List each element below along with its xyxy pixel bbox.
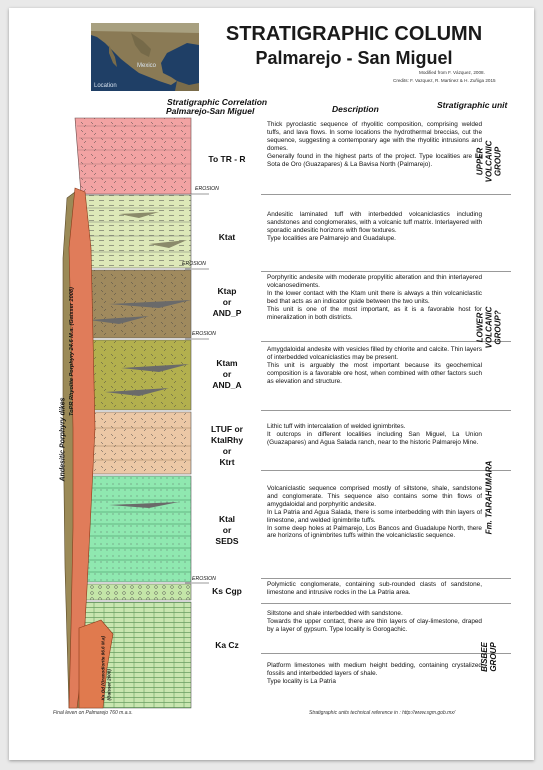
divider <box>261 410 511 411</box>
unit-label-KsCgp: Ks Cgp <box>212 586 242 596</box>
header-correlation-line2: Palmarejo-San Miguel <box>166 106 255 116</box>
header-stratigraphic-unit: Stratigraphic unit <box>437 100 508 110</box>
divider <box>261 470 511 471</box>
unit-label-KaCz: Ka Cz <box>215 640 239 650</box>
footer-left: Final leven on Palmarejo 760 m.a.s. <box>53 710 133 716</box>
unit-label-Ktam: Ktam or AND_A <box>212 358 242 390</box>
group-lower-volcanic: LOWER VOLCANIC GROUP? <box>475 306 503 349</box>
divider <box>261 271 511 272</box>
label-andesitic-dikes: Andesitic Porphyry dikes <box>59 397 67 482</box>
description-Ktam: Amygdaloidal andesite with vesicles filled by chlorite and calcite. Thin layers of interbedded volcaniclastics may be present. This unit is arguably the most important because its geochemical composition is a favorable ore host, when combined with other factors such as elevation and structure. <box>267 346 482 385</box>
divider <box>261 194 511 195</box>
group-tarahumara: Fm. TARAHUMARA <box>484 460 494 535</box>
erosion-label-1: EROSION <box>195 186 219 192</box>
map-label-location: Location <box>94 83 117 89</box>
unit-label-Ktat: Ktat <box>218 232 236 242</box>
header-correlation-line1: Stratigraphic Correlation <box>167 97 268 107</box>
erosion-label-4: EROSION <box>192 576 216 582</box>
label-granodiorite-1: Ks Gd (Granodiorite 96.6 M.a) <box>100 635 106 701</box>
map-label-mexico: Mexico <box>137 63 157 69</box>
divider <box>261 578 511 579</box>
footer-right: Stratigraphic units technical reference in : http://www.sgm.gob.mx/ <box>309 710 456 716</box>
description-KaCz-upper: Siltstone and shale interbedded with sandstone. Towards the upper contact, there are thin layers of clay-limestone, draped by a layer of gypsum. Type locality is Gorogachic. <box>267 610 482 633</box>
divider <box>261 653 511 654</box>
description-ToTR-R: Thick pyroclastic sequence of rhyolitic composition, comprising welded tuffs, and lava flows. In some locations the hydrothermal breccias, cut the sequence, suggesting a contemporary age with the rhyolitic intrusions and domes. Generally found in the highest parts of the project. Type localities are La Sota de Oro (Guazapares) & La Bavisa North (Palmarejo). <box>267 121 482 168</box>
page-subtitle: Palmarejo - San Miguel <box>255 48 453 68</box>
credit-authors: Credits: F. Vazquez, R. Martinez & H. Zuñiga 2015 <box>393 78 496 83</box>
description-LTUF: Lithic tuff with intercalation of welded ignimbrites. It outcrops in different localities including San Miguel, La Union (Guazapares) and Agua Salada ranch, near to the historic Palmarejo Mine. <box>267 423 482 446</box>
erosion-label-2: EROSION <box>182 261 206 267</box>
divider <box>261 603 511 604</box>
description-Ktap: Porphyritic andesite with moderate propylitic alteration and thin interlayered volcanosediments. In the lower contact with the Ktam unit there is always a thin volcaniclastic bed that acts as an indicator guide between the two units. This unit is one of the most important, as it is a favorable host for mineralization in both districts. <box>267 274 482 321</box>
description-Ktat: Andesitic laminated tuff with interbedded volcaniclastics including sandstones and conglomerates, with a volcanic tuff matrix. Interlayered with sporadic andesitic horizons with flow textures. Type localities are Palmarejo and Guadalupe. <box>267 211 482 242</box>
group-bisbee: BISBEE GROUP <box>480 642 498 672</box>
poster-sheet <box>9 8 534 760</box>
unit-label-Ktal: Ktal or SEDS <box>215 514 239 546</box>
group-upper-volcanic: UPPER VOLCANIC GROUP <box>475 140 503 183</box>
unit-label-Ktap: Ktap or AND_P <box>212 286 242 318</box>
credit-modified: Modified from F. Vázquez, 2008. <box>419 70 485 75</box>
description-KsCgp: Polymictic conglomerate, containing sub-rounded clasts of sandstone, limestone and intrusive rocks in the La Patria area. <box>267 581 482 596</box>
label-granodiorite-2: (Gaisser 2008) <box>106 669 112 701</box>
page-title: STRATIGRAPHIC COLUMN <box>225 23 483 45</box>
header-description: Description <box>332 104 379 114</box>
divider <box>261 341 511 342</box>
unit-label-ToTR-R: To TR - R <box>208 154 246 164</box>
erosion-label-3: EROSION <box>192 331 216 337</box>
label-rhyolite: ToPR Rhyolite Porphyry 24.6 M.a. (Gaisser 2008) <box>69 287 75 416</box>
description-KaCz-lower: Platform limestones with medium height bedding, containing crystalized fossils and interbedded layers of shale. Type locality is La Patria <box>267 662 482 685</box>
description-Ktal: Volcaniclastic sequence comprised mostly of siltstone, shale, sandstone and conglomerate. This sequence also contains some thin flows of amygdaloidal and porphyritic andesite. In La Patria and Agua Salada, there is some interbedding with thin layers of limestone, and welded ignimbrite tuffs. In some deep holes at Palmarejo, Los Bancos and Guadalupe North, there are horizons of ignimbrites tuffs within the volcaniclastic sequence. <box>267 485 482 540</box>
unit-label-LTUF: LTUF or KtalRhy or Ktrt <box>210 424 244 467</box>
